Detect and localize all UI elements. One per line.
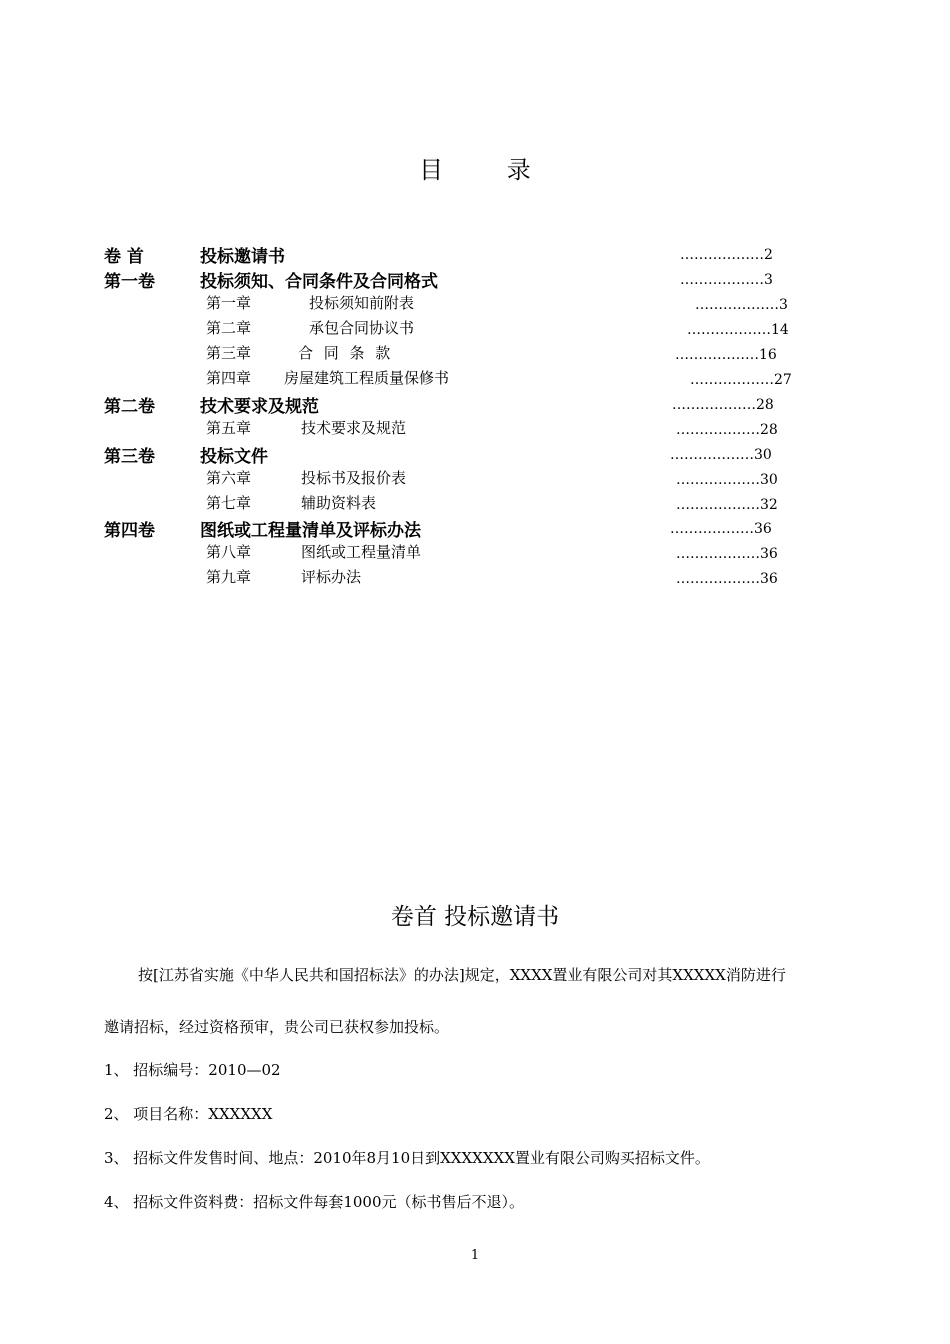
toc-entry-page: ………………36 xyxy=(676,571,778,587)
toc-chapter-title: 房屋建筑工程质量保修书 xyxy=(284,369,450,387)
toc-chapter-label: 第九章 xyxy=(206,568,252,586)
intro-paragraph-line-1: 按[江苏省实施《中华人民共和国招标法》的办法]规定，XXXX置业有限公司对其XXXXX消防进行 xyxy=(138,966,786,984)
section-title: 卷首 投标邀请书 xyxy=(390,904,560,930)
toc-chapter-title: 合 同 条 款 xyxy=(298,344,391,362)
toc-entry-page: ………………30 xyxy=(676,472,778,488)
toc-entry-page: ………………28 xyxy=(676,422,778,438)
list-item: 2、 项目名称：XXXXXX xyxy=(104,1105,273,1123)
toc-entry-page: ………………14 xyxy=(687,322,789,338)
toc-chapter-title: 投标须知前附表 xyxy=(309,294,415,312)
toc-entry-page: ………………28 xyxy=(672,397,774,413)
toc-volume-title: 投标邀请书 xyxy=(200,247,285,267)
toc-chapter-label: 第五章 xyxy=(206,419,252,437)
intro-paragraph-line-2: 邀请招标，经过资格预审，贵公司已获权参加投标。 xyxy=(104,1018,450,1036)
toc-chapter-label: 第八章 xyxy=(206,543,252,561)
toc-volume-label: 第四卷 xyxy=(104,521,155,541)
toc-chapter-label: 第一章 xyxy=(206,294,252,312)
toc-chapter-title: 承包合同协议书 xyxy=(309,319,415,337)
toc-volume-label: 第一卷 xyxy=(104,272,155,292)
toc-chapter-title: 技术要求及规范 xyxy=(301,419,407,437)
page-number: 1 xyxy=(470,1248,480,1263)
toc-entry-page: ………………2 xyxy=(680,247,773,263)
toc-volume-title: 技术要求及规范 xyxy=(200,397,319,417)
toc-volume-label: 卷 首 xyxy=(104,247,144,267)
toc-volume-title: 图纸或工程量清单及评标办法 xyxy=(200,521,421,541)
toc-entry-page: ………………3 xyxy=(680,272,773,288)
toc-entry-page: ………………27 xyxy=(690,372,792,388)
toc-entry-page: ………………30 xyxy=(670,447,772,463)
toc-chapter-title: 评标办法 xyxy=(301,568,362,586)
toc-entry-page: ………………36 xyxy=(670,521,772,537)
list-item: 3、 招标文件发售时间、地点：2010年8月10日到XXXXXXX置业有限公司购买招标文件。 xyxy=(104,1149,710,1167)
toc-entry-page: ………………36 xyxy=(676,546,778,562)
list-item: 1、 招标编号：2010—02 xyxy=(104,1061,281,1079)
toc-title: 目 录 xyxy=(419,156,559,184)
toc-volume-label: 第三卷 xyxy=(104,447,155,467)
toc-chapter-title: 投标书及报价表 xyxy=(301,469,407,487)
toc-chapter-label: 第三章 xyxy=(206,344,252,362)
toc-entry-page: ………………3 xyxy=(695,297,788,313)
toc-chapter-label: 第二章 xyxy=(206,319,252,337)
toc-volume-title: 投标须知、合同条件及合同格式 xyxy=(200,272,438,292)
toc-entry-page: ………………16 xyxy=(675,347,777,363)
toc-chapter-title: 辅助资料表 xyxy=(301,494,377,512)
toc-volume-title: 投标文件 xyxy=(200,447,268,467)
toc-chapter-label: 第六章 xyxy=(206,469,252,487)
toc-chapter-title: 图纸或工程量清单 xyxy=(301,543,422,561)
toc-volume-label: 第二卷 xyxy=(104,397,155,417)
toc-chapter-label: 第七章 xyxy=(206,494,252,512)
list-item: 4、 招标文件资料费：招标文件每套1000元（标书售后不退）。 xyxy=(104,1193,524,1211)
toc-entry-page: ………………32 xyxy=(676,497,778,513)
toc-chapter-label: 第四章 xyxy=(206,369,252,387)
